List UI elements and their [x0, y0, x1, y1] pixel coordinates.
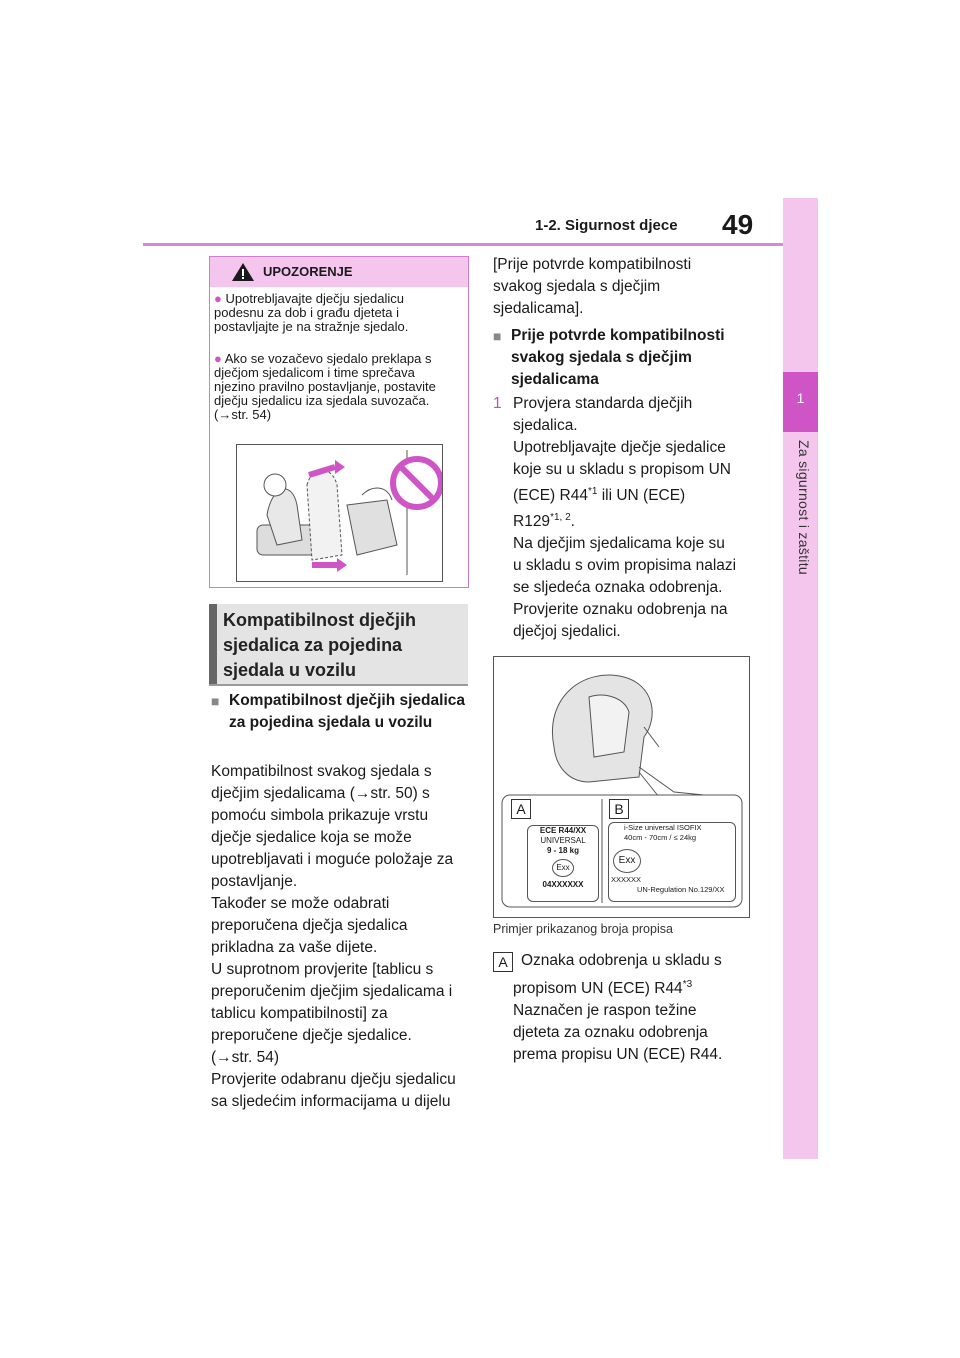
- step-number: 1: [493, 395, 502, 412]
- text-line: Na dječjim sjedalicama koje su: [513, 535, 725, 552]
- label-b-marker: B: [609, 799, 629, 819]
- text-line: u skladu s ovim propisima nalazi: [513, 557, 737, 574]
- label-a-explanation: [493, 950, 763, 972]
- footnote-ref: *3: [682, 978, 693, 990]
- section-heading-box: [209, 604, 468, 686]
- text-line: Kompatibilnost svakog sjedala s: [211, 763, 432, 780]
- label-line: 9 - 18 kg: [546, 846, 579, 855]
- text-line: Upotrebljavajte dječje sjedalice: [513, 439, 726, 456]
- text-line: [513, 485, 763, 507]
- square-bullet-icon: ■: [211, 693, 220, 709]
- text-line: djeteta za oznaku odobrenja: [513, 1024, 708, 1041]
- right-intro: [493, 254, 763, 320]
- e-mark-icon: Exx: [552, 859, 574, 877]
- text-part: propisom UN (ECE) R44: [513, 980, 683, 997]
- text-line: Provjera standarda dječjih: [513, 395, 693, 412]
- header-rule: [143, 243, 783, 246]
- label-line: 04XXXXXX: [542, 880, 584, 889]
- warning-item: [214, 352, 444, 422]
- seat-illustration: [237, 445, 442, 581]
- text-line: upotrebljavati i moguće položaje za: [211, 851, 454, 868]
- text-line: postavljanje.: [211, 873, 298, 890]
- warning-box: [209, 256, 469, 588]
- figure-caption: Primjer prikazanog broja propisa: [493, 922, 673, 936]
- page-number: 49: [722, 209, 754, 240]
- warning-title: UPOZORENJE: [263, 264, 353, 279]
- section-heading: Kompatibilnost dječjih sjedalica za pojedina sjedala u vozilu: [223, 610, 417, 680]
- text-line: sjedalicama].: [493, 300, 584, 317]
- step-1: [493, 393, 763, 643]
- text-line: svakog sjedala s dječjim: [493, 278, 661, 295]
- warning-icon: [231, 262, 255, 282]
- approval-label-b: [608, 822, 736, 902]
- square-bullet-icon: ■: [493, 328, 502, 344]
- text-line: [513, 978, 763, 1000]
- text-line: preporučene dječje sjedalice.: [211, 1027, 412, 1044]
- subheading-line: Prije potvrde kompatibilnosti: [511, 327, 725, 344]
- text-line: sjedalica.: [513, 417, 578, 434]
- text-line: Provjerite oznaku odobrenja na: [513, 601, 728, 618]
- text-line: [Prije potvrde kompatibilnosti: [493, 256, 692, 273]
- left-paragraph: [211, 761, 473, 1113]
- text-line: dječjoj sjedalici.: [513, 623, 621, 640]
- text-line: Naznačen je raspon težine: [513, 1002, 697, 1019]
- bullet-icon: ●: [214, 351, 222, 366]
- footnote-ref: *1: [587, 485, 598, 497]
- chapter-title: Za sigurnost i zaštitu: [796, 440, 812, 575]
- label-line: UNIVERSAL: [540, 836, 586, 845]
- label-a-marker: A: [493, 952, 513, 972]
- side-tab: [783, 198, 818, 1159]
- chapter-number: 1: [796, 390, 805, 406]
- text-part: R129: [513, 513, 551, 530]
- text-line: tablicu kompatibilnosti] za: [211, 1005, 388, 1022]
- label-line: 40cm - 70cm / ≤ 24kg: [624, 833, 697, 842]
- label-a-marker: A: [511, 799, 531, 819]
- text-line: (→str. 54): [211, 1049, 280, 1066]
- text-line: prema propisu UN (ECE) R44.: [513, 1046, 723, 1063]
- footnote-ref: *1, 2: [550, 511, 571, 523]
- label-line: ECE R44/XX: [539, 826, 587, 835]
- label-line: XXXXXX: [611, 875, 642, 884]
- approval-label-a: [527, 825, 599, 902]
- subheading-line: svakog sjedala s dječjim: [511, 349, 692, 366]
- text-line: U suprotnom provjerite [tablicu s: [211, 961, 434, 978]
- approval-label-figure: [493, 656, 750, 918]
- text-line: Također se može odabrati: [211, 895, 390, 912]
- text-line: dječje sjedalice koja se može: [211, 829, 412, 846]
- label-line: UN-Regulation No.129/XX: [637, 885, 725, 894]
- warning-illustration: [236, 444, 443, 582]
- text-line: dječjim sjedalicama (→str. 50) s: [211, 785, 430, 802]
- text-line: preporučenim dječjim sjedalicama i: [211, 983, 453, 1000]
- text-line: Provjerite odabranu dječju sjedalicu: [211, 1071, 456, 1088]
- subheading-text: Kompatibilnost dječjih sjedalica za pojedina sjedala u vozilu: [229, 692, 465, 731]
- bullet-icon: ●: [214, 291, 222, 306]
- text-line: sa sljedećim informacijama u dijelu: [211, 1093, 451, 1110]
- right-subheading: [493, 325, 763, 391]
- label-line: i-Size universal ISOFIX: [624, 823, 702, 832]
- section-title: 1-2. Sigurnost djece: [535, 217, 678, 234]
- heading-bar: [209, 604, 217, 684]
- e-mark-icon: Exx: [613, 849, 641, 873]
- text-part: .: [570, 513, 575, 530]
- text-line: prikladna za vaše dijete.: [211, 939, 378, 956]
- text-line: preporučena dječja sjedalica: [211, 917, 408, 934]
- subheading: [211, 690, 471, 734]
- label-a-explanation-body: [513, 974, 763, 1066]
- warning-item: [214, 292, 444, 334]
- text-line: [513, 511, 763, 533]
- text-part: (ECE) R44: [513, 487, 588, 504]
- text-line: koje su u skladu s propisom UN: [513, 461, 731, 478]
- warning-item-text: Ako se vozačevo sjedalo preklapa s dječjom sjedalicom i time sprečava njezino pravilno postavljanje, postavite dječju sjedalicu iza sjedala suvozača. (→str. 54): [214, 351, 436, 422]
- subheading-line: sjedalicama: [511, 371, 599, 388]
- text-part: ili UN (ECE): [597, 487, 686, 504]
- warning-item-text: Upotrebljavajte dječju sjedalicu podesnu za dob i građu djeteta i postavljajte je na stražnje sjedalo.: [214, 291, 409, 334]
- text-line: pomoću simbola prikazuje vrstu: [211, 807, 429, 824]
- text-line: se sljedeća oznaka odobrenja.: [513, 579, 723, 596]
- text-line: Oznaka odobrenja u skladu s: [521, 952, 722, 969]
